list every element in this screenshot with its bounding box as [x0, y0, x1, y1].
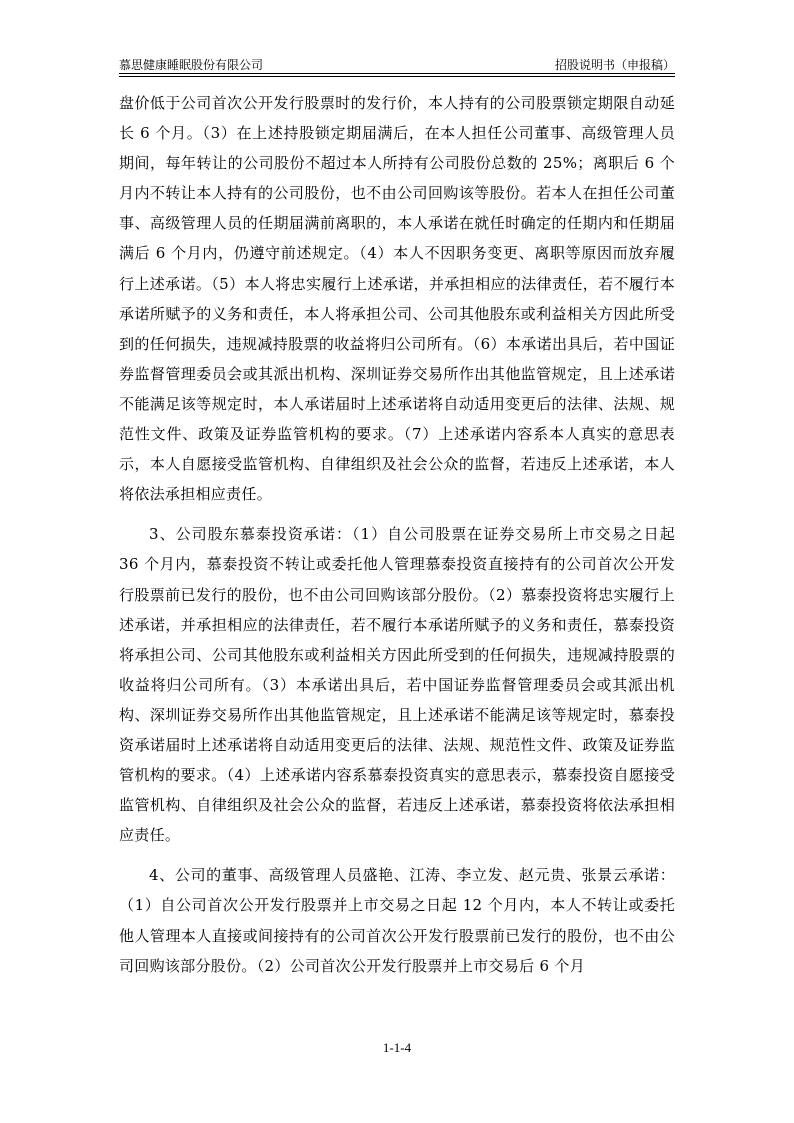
paragraph-continued: 盘价低于公司首次公开发行股票时的发行价，本人持有的公司股票锁定期限自动延长 6 个月。（3）在上述持股锁定期届满后，在本人担任公司董事、高级管理人员期间，每年转让的公司股份不超过本人所持有公司股份总数的 25%；离职后 6 个月内不转让本人持有的公司股份，也不由公司回购该等股份。若本人在担任公司董事、高级管理人员的任期届满前离职的，本人承诺在就任时确定的任期内和任期届满后 6 个月内，仍遵守前述规定。（4）本人不因职务变更、离职等原因而放弃履行上述承诺。（5）本人将忠实履行上述承诺，并承担相应的法律责任，若不履行本承诺所赋予的义务和责任，本人将承担公司、公司其他股东或利益相关方因此所受到的任何损失，违规减持股票的收益将归公司所有。（6）本承诺出具后，若中国证券监督管理委员会或其派出机构、深圳证券交易所作出其他监管规定，且上述承诺不能满足该等规定时，本人承诺届时上述承诺将自动适用变更后的法律、法规、规范性文件、政策及证券监管机构的要求。（7）上述承诺内容系本人真实的意思表示，本人自愿接受监管机构、自律组织及社会公众的监督，若违反上述承诺，本人将依法承担相应责任。 [119, 94, 675, 504]
document-body [119, 88, 675, 981]
page-header [119, 52, 675, 76]
header-rule-thick [119, 73, 675, 74]
paragraph-item-3: 3、公司股东慕泰投资承诺：（1）自公司股票在证券交易所上市交易之日起 36 个月内，慕泰投资不转让或委托他人管理慕泰投资直接持有的公司首次公开发行股票前已发行的股份，也不由公司回购该部分股份。（2）慕泰投资将忠实履行上述承诺，并承担相应的法律责任，若不履行本承诺所赋予的义务和责任，慕泰投资将承担公司、公司其他股东或利益相关方因此所受到的任何损失，违规减持股票的收益将归公司所有。（3）本承诺出具后，若中国证券监督管理委员会或其派出机构、深圳证券交易所作出其他监管规定，且上述承诺不能满足该等规定时，慕泰投资承诺届时上述承诺将自动适用变更后的法律、法规、规范性文件、政策及证券监管机构的要求。（4）上述承诺内容系慕泰投资真实的意思表示，慕泰投资自愿接受监管机构、自律组织及社会公众的监督，若违反上述承诺，慕泰投资将依法承担相应责任。 [119, 525, 675, 845]
header-document-title: 招股说明书（申报稿） [554, 58, 675, 72]
header-rule-thin [119, 76, 675, 77]
header-company-name: 慕思健康睡眠股份有限公司 [119, 58, 264, 72]
paragraph-item-4: 4、公司的董事、高级管理人员盛艳、江涛、李立发、赵元贵、张景云承诺：（1）自公司首次公开发行股票并上市交易之日起 12 个月内，本人不转让或委托他人管理本人直接或间接持有的公司首次公开发行股票前已发行的股份，也不由公司回购该部分股份。（2）公司首次公开发行股票并上市交易后 6 个月 [119, 866, 675, 975]
page-number: 1-1-4 [382, 1040, 412, 1055]
